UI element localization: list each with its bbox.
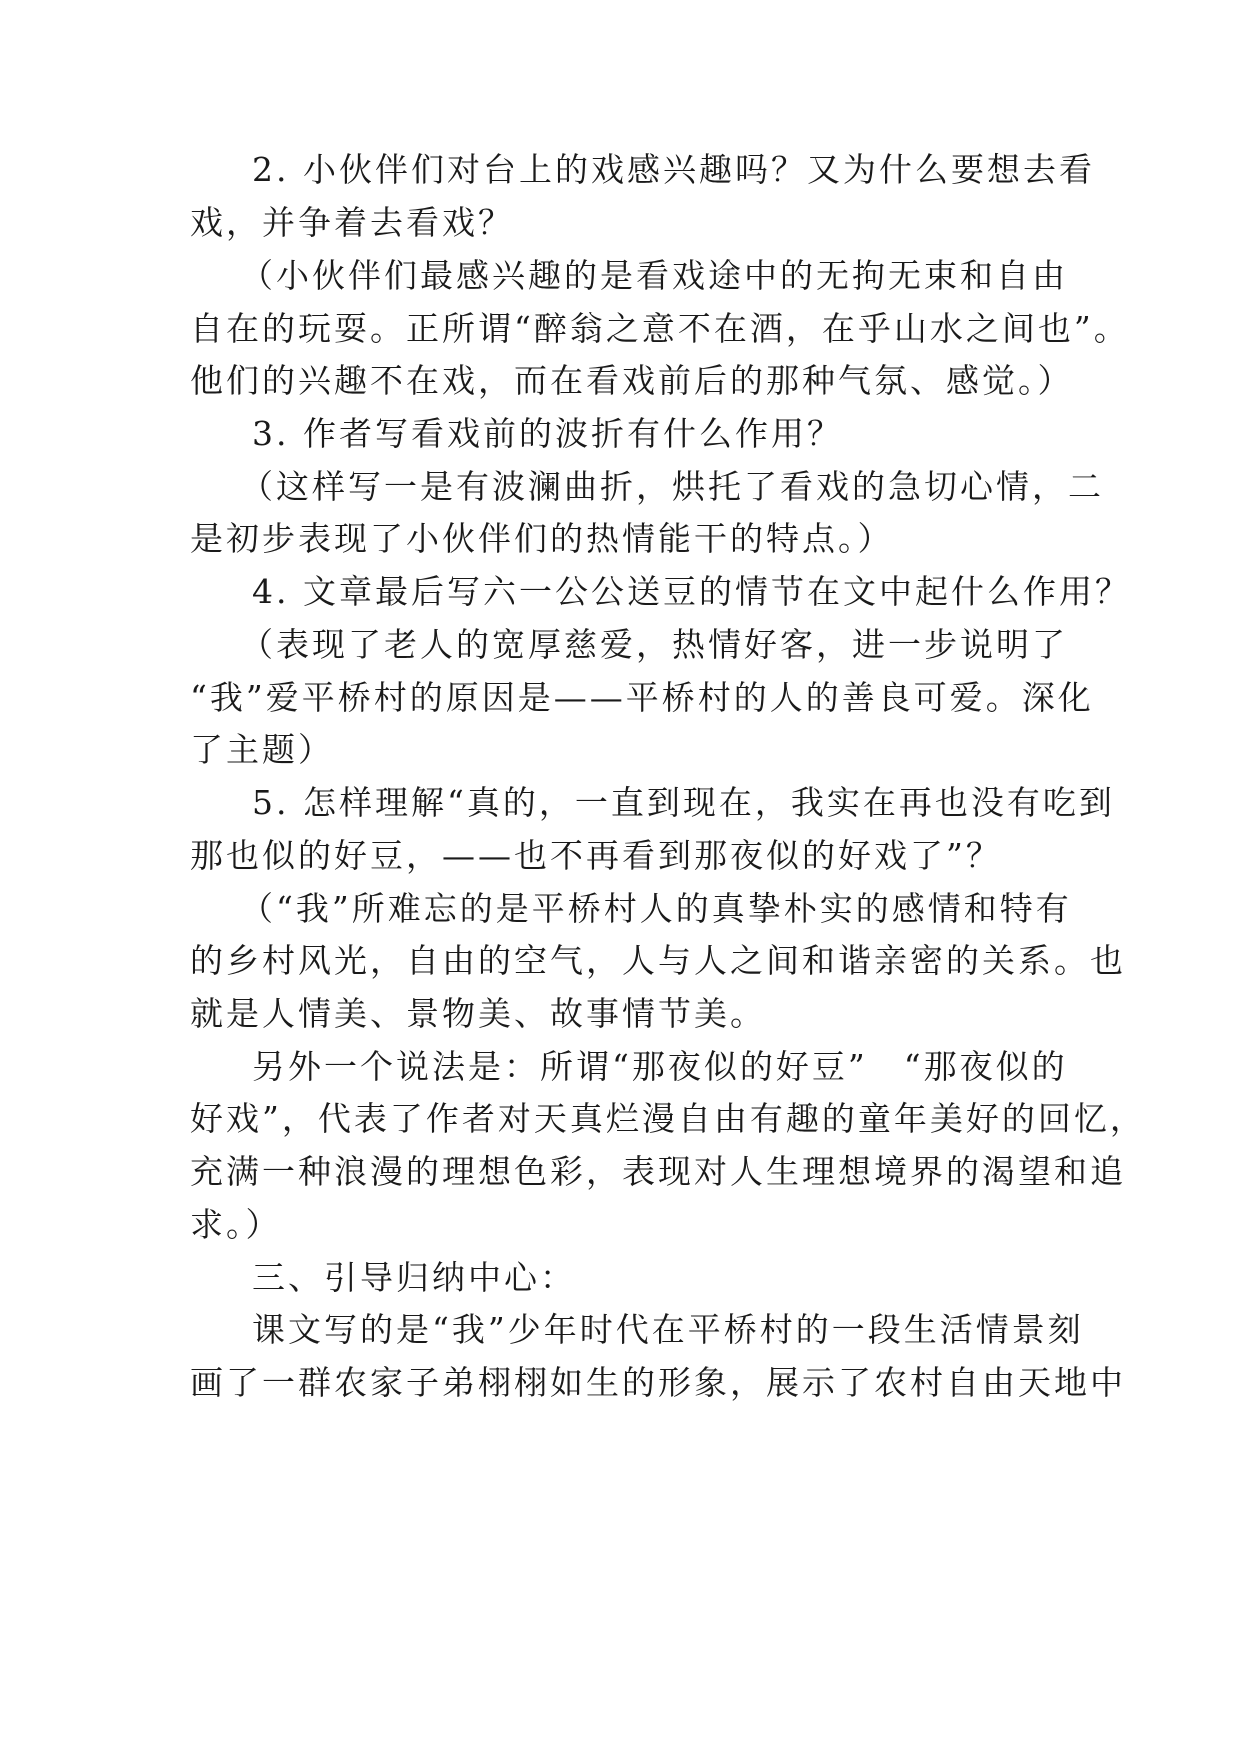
answer-5-line-3: 就是人情美、景物美、故事情节美。 (190, 994, 766, 1033)
question-5-line-2: 那也似的好豆，——也不再看到那夜似的好戏了”？ (190, 836, 1002, 875)
answer-2-line-1: （小伙伴们最感兴趣的是看戏途中的无拘无束和自由 (240, 256, 1068, 295)
question-2-line-1: 2. 小伙伴们对台上的戏感兴趣吗？又为什么要想去看 (252, 150, 1095, 189)
alternative-line-3: 充满一种浪漫的理想色彩，表现对人生理想境界的渴望和追 (190, 1152, 1126, 1191)
answer-4-line-3: 了主题） (190, 730, 334, 769)
answer-2-line-3: 他们的兴趣不在戏，而在看戏前后的那种气氛、感觉。） (190, 361, 1074, 400)
answer-3-line-1: （这样写一是有波澜曲折，烘托了看戏的急切心情，二 (240, 467, 1104, 506)
question-2-line-2: 戏，并争着去看戏？ (190, 203, 514, 242)
answer-5-line-1: （“我”所难忘的是平桥村人的真挚朴实的感情和特有 (240, 889, 1072, 928)
answer-5-line-2: 的乡村风光，自由的空气，人与人之间和谐亲密的关系。也 (190, 941, 1126, 980)
summary-line-1: 课文写的是“我”少年时代在平桥村的一段生活情景刻 (252, 1310, 1084, 1349)
section-three-heading: 三、引导归纳中心： (252, 1258, 576, 1297)
answer-3-line-2: 是初步表现了小伙伴们的热情能干的特点。） (190, 519, 894, 558)
alternative-line-1: 另外一个说法是：所谓“那夜似的好豆” “那夜似的 (252, 1047, 1068, 1086)
alternative-line-4: 求。） (190, 1205, 282, 1244)
answer-4-line-1: （表现了老人的宽厚慈爱，热情好客，进一步说明了 (240, 625, 1068, 664)
summary-line-2: 画了一群农家子弟栩栩如生的形象，展示了农村自由天地中 (190, 1363, 1126, 1402)
alternative-line-2: 好戏”，代表了作者对天真烂漫自由有趣的童年美好的回忆， (190, 1099, 1146, 1138)
question-5-line-1: 5. 怎样理解“真的，一直到现在，我实在再也没有吃到 (252, 783, 1115, 822)
answer-2-line-2: 自在的玩耍。正所谓“醉翁之意不在酒，在乎山水之间也”。 (190, 309, 1130, 348)
question-4-line-1: 4. 文章最后写六一公公送豆的情节在文中起什么作用？ (252, 572, 1131, 611)
question-3-line-1: 3. 作者写看戏前的波折有什么作用？ (252, 414, 843, 453)
answer-4-line-2: “我”爱平桥村的原因是——平桥村的人的善良可爱。深化 (190, 678, 1094, 717)
